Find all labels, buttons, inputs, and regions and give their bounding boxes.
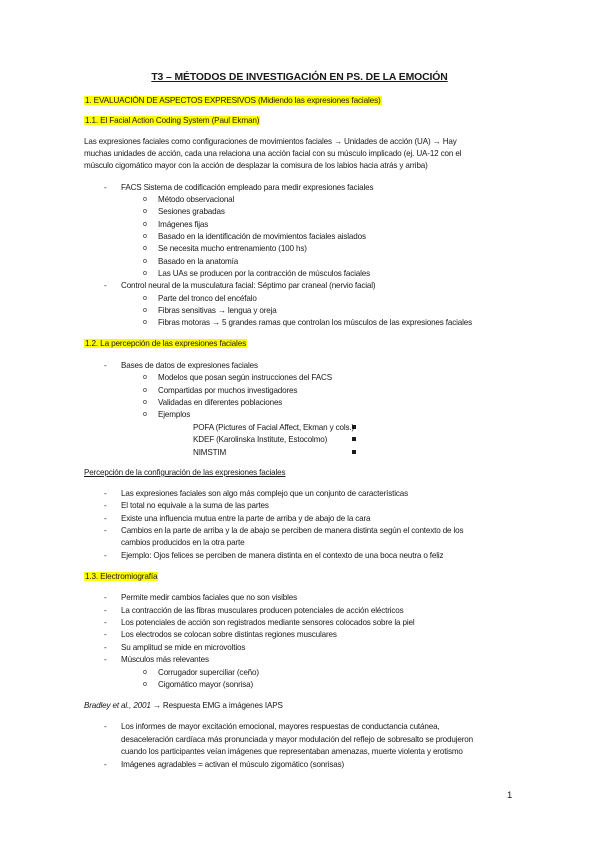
control-sub-item: Fibras motoras → 5 grandes ramas que controlan los músculos de las expresiones faciales <box>158 318 473 327</box>
bullet-square <box>176 447 180 458</box>
section-1-2-heading: 1.2. La percepción de las expresiones faciales <box>85 339 247 348</box>
bullet-dash: - <box>104 489 107 498</box>
example-item: POFA (Pictures of Facial Affect, Ekman y cols.) <box>193 423 355 432</box>
bullet-o: o <box>143 258 147 265</box>
bullet-dash: - <box>104 760 107 769</box>
facs-sub-item: Sesiones grabadas <box>158 207 225 216</box>
percepcion-item: Ejemplo: Ojos felices se perciben de manera distinta en el contexto de una boca neutra o feliz <box>121 551 444 560</box>
bullet-dash: - <box>104 526 107 535</box>
bullet-o: o <box>143 319 147 326</box>
bradley-citation: Bradley et al., 2001 <box>84 701 151 710</box>
bullet-o: o <box>143 669 147 676</box>
page-number: 1 <box>507 790 513 801</box>
percepcion-item: Existe una influencia mutua entre la parte de arriba y de abajo de la cara <box>121 514 371 523</box>
bullet-dash: - <box>104 722 107 731</box>
bullet-dash: - <box>104 593 107 602</box>
bullet-dash: - <box>104 501 107 510</box>
bradley-item: Imágenes agradables = activan el músculo zigomático (sonrisas) <box>121 760 345 769</box>
bullet-dash: - <box>104 630 107 639</box>
bullet-dash: - <box>104 514 107 523</box>
bases-sub-item: Ejemplos <box>158 410 191 419</box>
bullet-o: o <box>143 233 147 240</box>
bases-sub-item: Modelos que posan según instrucciones del FACS <box>158 373 332 382</box>
musculo-item: Cigomático mayor (sonrisa) <box>158 680 254 689</box>
bullet-o: o <box>143 411 147 418</box>
facs-sub-item: Basado en la identificación de movimientos faciales aislados <box>158 232 366 241</box>
intro-line-3: músculo cigomático mayor con la acción de desplazar la comisura de los labios hacia atrás y arriba) <box>84 161 428 170</box>
bullet-o: o <box>143 681 147 688</box>
control-sub-item: Fibras sensitivas → lengua y oreja <box>158 306 277 315</box>
control-sub-item: Parte del tronco del encéfalo <box>158 294 257 303</box>
bullet-o: o <box>143 307 147 314</box>
emg-item: Los electrodos se colocan sobre distintas regiones musculares <box>121 630 337 639</box>
bullet-o: o <box>143 221 147 228</box>
facs-sub-item: Basado en la anatomía <box>158 257 239 266</box>
example-item: NIMSTIM <box>193 448 227 457</box>
bullet-o: o <box>143 387 147 394</box>
musculo-item: Corrugador superciliar (ceño) <box>158 668 259 677</box>
percepcion-item: El total no equivale a la suma de las partes <box>121 501 269 510</box>
bullet-dash: - <box>104 183 107 192</box>
bradley-item: Los informes de mayor excitación emocional, mayores respuestas de conductancia cutánea, <box>121 722 440 731</box>
bases-sub-item: Validadas en diferentes poblaciones <box>158 398 283 407</box>
emg-item: Músculos más relevantes <box>121 655 209 664</box>
section-1-heading: 1. EVALUACIÓN DE ASPECTOS EXPRESIVOS (Midiendo las expresiones faciales) <box>85 96 381 105</box>
intro-line-2: muchas unidades de acción, cada una relaciona una acción facial con su músculo implicado (ej. UA-12 con el <box>84 149 462 158</box>
bullet-dash: - <box>104 655 107 664</box>
bullet-o: o <box>143 196 147 203</box>
bullet-dash: - <box>104 618 107 627</box>
percepcion-item-continued: cambios producidos en la otra parte <box>121 538 245 547</box>
emg-item: Su amplitud se mide en microvoltios <box>121 643 246 652</box>
section-1-1-heading: 1.1. El Facial Action Coding System (Paul Ekman) <box>85 116 260 125</box>
bullet-o: o <box>143 208 147 215</box>
facs-item: FACS Sistema de codificación empleado para medir expresiones faciales <box>121 183 374 192</box>
bullet-o: o <box>143 245 147 252</box>
bradley-item-continued: cuando los participantes veían imágenes que representaban amenazas, muerte violenta y erotismo <box>121 747 463 756</box>
facs-sub-item: Método observacional <box>158 195 235 204</box>
bullet-dash: - <box>104 551 107 560</box>
emg-item: La contracción de las fibras musculares producen potenciales de acción eléctricos <box>121 606 404 615</box>
intro-line-1: Las expresiones faciales como configuraciones de movimientos faciales → Unidades de acción (UA) → Hay <box>84 137 457 146</box>
bases-item: Bases de datos de expresiones faciales <box>121 361 258 370</box>
bullet-o: o <box>143 399 147 406</box>
example-item: KDEF (Karolinska Institute, Estocolmo) <box>193 435 328 444</box>
bullet-dash: - <box>104 606 107 615</box>
emg-item: Permite medir cambios faciales que no son visibles <box>121 593 298 602</box>
bradley-reference <box>84 700 283 711</box>
bullet-o: o <box>143 374 147 381</box>
percepcion-item: Cambios en la parte de arriba y la de abajo se perciben de manera distinta según el contexto de los <box>121 526 464 535</box>
bradley-description: → Respuesta EMG a imágenes IAPS <box>150 701 283 710</box>
emg-item: Los potenciales de acción son registrados mediante sensores colocados sobre la piel <box>121 618 415 627</box>
bullet-dash: - <box>104 281 107 290</box>
bullet-square <box>176 434 180 445</box>
bullet-dash: - <box>104 361 107 370</box>
bradley-item-continued: desaceleración cardíaca más pronunciada y mayor modulación del reflejo de sobresalto se produjeron <box>121 735 473 744</box>
page-title: T3 – MÉTODOS DE INVESTIGACIÓN EN PS. DE LA EMOCIÓN <box>151 72 448 83</box>
bullet-o: o <box>143 270 147 277</box>
bases-sub-item: Compartidas por muchos investigadores <box>158 386 298 395</box>
facs-sub-item: Imágenes fijas <box>158 220 209 229</box>
percepcion-item: Las expresiones faciales son algo más complejo que un conjunto de características <box>121 489 409 498</box>
bullet-square <box>176 422 180 433</box>
percepcion-heading: Percepción de la configuración de las expresiones faciales <box>84 468 286 477</box>
facs-sub-item: Las UAs se producen por la contracción de músculos faciales <box>158 269 371 278</box>
bullet-dash: - <box>104 643 107 652</box>
bullet-o: o <box>143 295 147 302</box>
facs-sub-item: Se necesita mucho entrenamiento (100 hs) <box>158 244 307 253</box>
section-1-3-heading: 1.3. Electromiografía <box>85 572 158 581</box>
control-item: Control neural de la musculatura facial: Séptimo par craneal (nervio facial) <box>121 281 376 290</box>
